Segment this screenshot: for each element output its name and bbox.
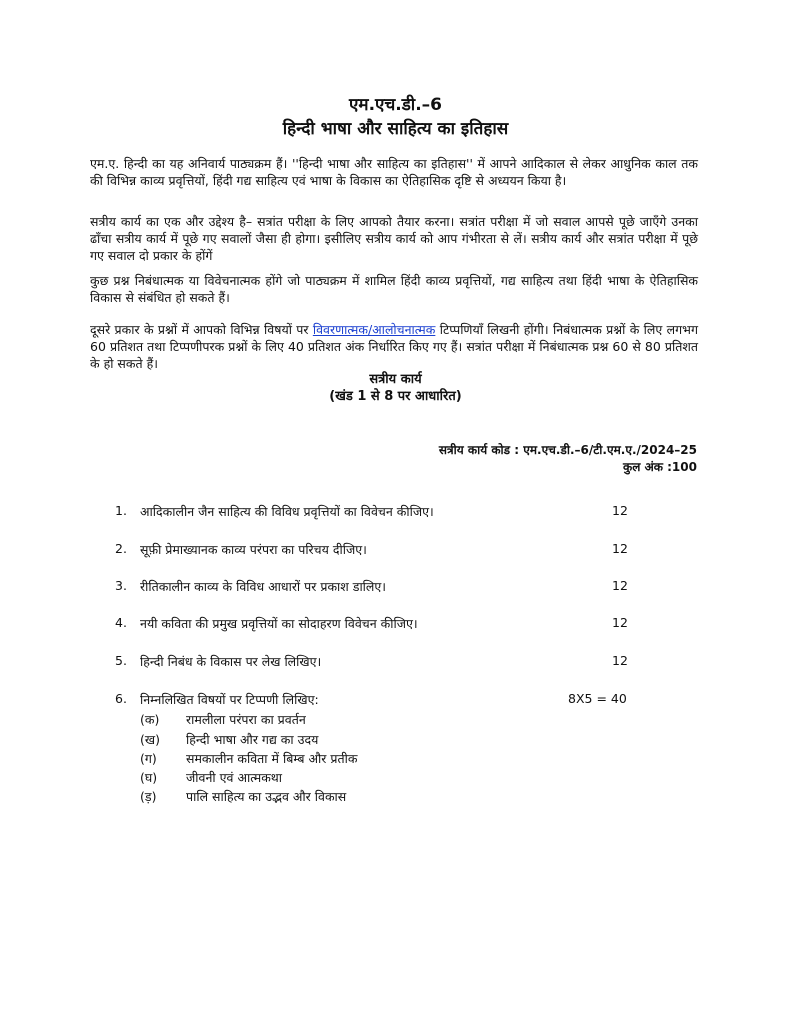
assignment-heading: सत्रीय कार्य [369, 372, 422, 387]
question-marks: 12 [612, 615, 628, 630]
question-text: सूफ़ी प्रेमाख्यानक काव्य परंपरा का परिचय दीजिए। [140, 542, 367, 557]
question-text: आदिकालीन जैन साहित्य की विविध प्रवृत्तियों का विवेचन कीजिए। [140, 504, 434, 519]
question-number: 5. [115, 653, 127, 668]
question-marks: 12 [612, 578, 628, 593]
question-number: 2. [115, 541, 127, 556]
sub-item-text: हिन्दी भाषा और गद्य का उदय [186, 732, 319, 747]
sub-item-label: (ख) [140, 732, 160, 747]
sub-item-label: (ग) [140, 751, 157, 766]
sub-item-text: रामलीला परंपरा का प्रवर्तन [186, 712, 306, 727]
sub-item-text: समकालीन कविता में बिम्ब और प्रतीक [186, 751, 358, 766]
p4-text-before: दूसरे प्रकार के प्रश्नों में आपको विभिन्न विषयों पर [90, 322, 313, 337]
question-text: हिन्दी निबंध के विकास पर लेख लिखिए। [140, 654, 322, 669]
question-text: निम्नलिखित विषयों पर टिप्पणी लिखिए: [140, 692, 319, 707]
descriptive-critical-link[interactable]: विवरणात्मक/आलोचनात्मक [312, 322, 436, 337]
question-number: 6. [115, 691, 127, 706]
question-marks: 12 [612, 541, 628, 556]
question-number: 1. [115, 503, 127, 518]
total-marks: कुल अंक :100 [623, 460, 697, 474]
intro-paragraph-2: सत्रीय कार्य का एक और उद्देश्य है– सत्रांत परीक्षा के लिए आपको तैयार करना। सत्रांत परीक्षा में जो सवाल आपसे पूछे जाएँगे उनका ढाँचा सत्रीय कार्य में पूछे गए सवालों जैसा ही होगा। इसीलिए सत्रीय कार्य को आप गंभीरता से लें। सत्रीय कार्य और सत्रांत परीक्षा में पूछे गए सवाल दो प्रकार के होंगें [90, 214, 698, 263]
sub-item-text: पालि साहित्य का उद्भव और विकास [186, 789, 347, 804]
intro-paragraph-4 [90, 321, 698, 372]
course-title: हिन्दी भाषा और साहित्य का इतिहास [282, 119, 509, 139]
question-text: रीतिकालीन काव्य के विविध आधारों पर प्रकाश डालिए। [140, 579, 387, 594]
assignment-subheading: (खंड 1 से 8 पर आधारित) [329, 389, 462, 404]
sub-item-label: (घ) [140, 770, 158, 785]
intro-paragraph-1: एम.ए. हिन्दी का यह अनिवार्य पाठ्यक्रम हैं। ''हिन्दी भाषा और साहित्य का इतिहास'' में आपने आदिकाल से लेकर आधुनिक काल तक की विभिन्न काव्य प्रवृत्तियों, हिंदी गद्य साहित्य एवं भाषा के विकास का ऐतिहासिक दृष्टि से अध्ययन किया है। [90, 156, 698, 188]
question-number: 4. [115, 615, 127, 630]
p4-text-after: टिप्पणियाँ लिखनी होंगी। निबंधात्मक प्रश्नों के लिए लगभग 60 प्रतिशत तथा टिप्पणीपरक प्रश्नों के लिए 40 प्रतिशत अंक निर्धारित किए गए हैं। सत्रांत परीक्षा में निबंधात्मक प्रश्न 60 से 80 प्रतिशत के हो सकते हैं। [90, 322, 698, 371]
intro-paragraph-3: कुछ प्रश्न निबंधात्मक या विवेचनात्मक होंगे जो पाठ्यक्रम में शामिल हिंदी काव्य प्रवृत्तियों, गद्य साहित्य तथा हिंदी भाषा के ऐतिहासिक विकास से संबंधित हो सकते हैं। [90, 273, 698, 305]
question-marks: 8X5 = 40 [568, 691, 627, 706]
question-number: 3. [115, 578, 127, 593]
sub-item-text: जीवनी एवं आत्मकथा [186, 770, 283, 785]
sub-item-label: (ड़) [140, 789, 157, 804]
course-code: एम.एच.डी.–6 [349, 95, 442, 115]
question-text: नयी कविता की प्रमुख प्रवृत्तियों का सोदाहरण विवेचन कीजिए। [140, 616, 418, 631]
assignment-code: सत्रीय कार्य कोड : एम.एच.डी.–6/टी.एम.ए./2024–25 [438, 443, 697, 457]
sub-item-label: (क) [140, 712, 160, 727]
question-marks: 12 [612, 503, 628, 518]
question-marks: 12 [612, 653, 628, 668]
